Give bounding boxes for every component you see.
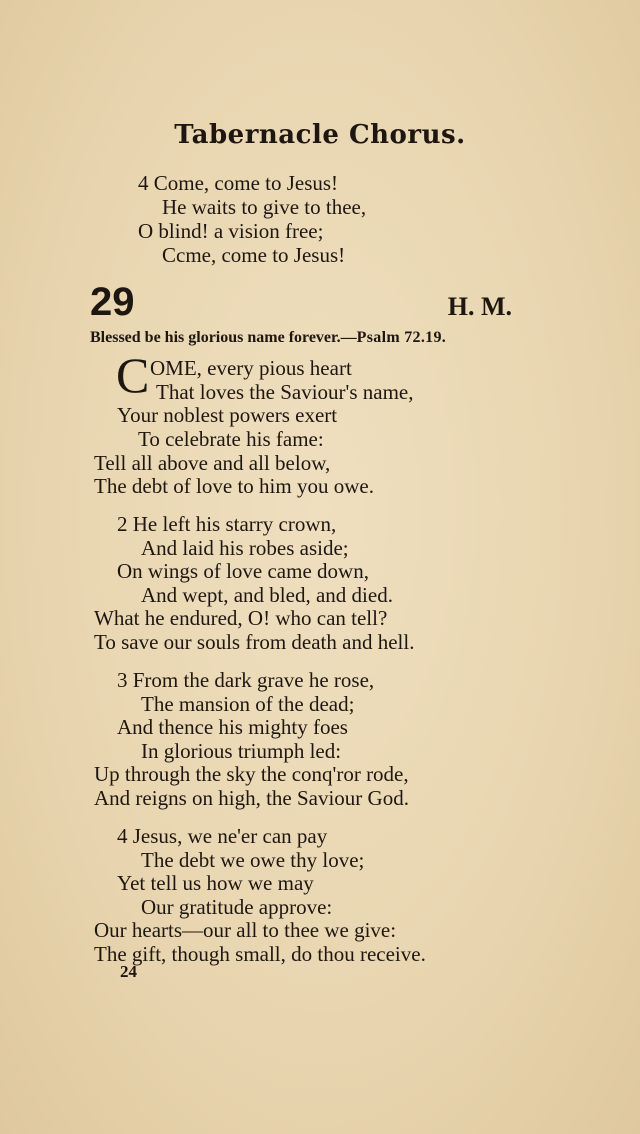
stanza2-line-2: And laid his robes aside; (141, 536, 349, 560)
stanza2-line-4: And wept, and bled, and died. (141, 583, 393, 607)
stanza2-line-5: What he endured, O! who can tell? (94, 606, 388, 630)
page-number: 24 (120, 962, 137, 981)
prev-stanza-line-2: He waits to give to thee, (162, 195, 367, 219)
stanza1-line-4: To celebrate his fame: (138, 427, 324, 451)
hymn-number: 29 (90, 280, 135, 324)
stanza4-line-2: The debt we owe thy love; (141, 848, 365, 872)
stanza1-line-5: Tell all above and all below, (94, 451, 331, 475)
stanza3-line-5: Up through the sky the conq'ror rode, (94, 762, 409, 786)
prev-stanza-line-3: O blind! a vision free; (138, 219, 324, 243)
stanza4-line-6: The gift, though small, do thou receive. (94, 942, 426, 966)
prev-stanza-line-4: Ccme, come to Jesus! (162, 243, 346, 267)
stanza1-line-6: The debt of love to him you owe. (94, 474, 374, 498)
running-header: Tabernacle Chorus. (174, 120, 466, 150)
stanza3-line-4: In glorious triumph led: (141, 739, 342, 763)
drop-cap: C (116, 347, 150, 403)
stanza1-line-3: Your noblest powers exert (117, 403, 338, 427)
stanza4-line-1: 4 Jesus, we ne'er can pay (117, 824, 328, 848)
stanza3-line-6: And reigns on high, the Saviour God. (94, 786, 409, 810)
stanza3-line-1: 3 From the dark grave he rose, (117, 668, 375, 692)
stanza1-line-1: OME, every pious heart (150, 356, 352, 380)
stanza1-line-2: That loves the Saviour's name, (156, 380, 414, 404)
stanza4-line-5: Our hearts—our all to thee we give: (94, 918, 397, 942)
scripture-reference: Psalm 72.19. (356, 329, 447, 346)
stanza2-line-6: To save our souls from death and hell. (94, 630, 415, 654)
stanza2-line-1: 2 He left his starry crown, (117, 512, 337, 536)
stanza4-line-4: Our gratitude approve: (141, 895, 333, 919)
hymn-meter: H. M. (447, 292, 512, 321)
scripture-epigraph (90, 329, 446, 347)
stanza2-line-3: On wings of love came down, (117, 559, 369, 583)
stanza3-line-2: The mansion of the dead; (141, 692, 355, 716)
stanza4-line-3: Yet tell us how we may (117, 871, 314, 895)
scripture-text: Blessed be his glorious name forever.— (90, 329, 357, 346)
prev-stanza-line-1: 4 Come, come to Jesus! (138, 171, 339, 195)
stanza3-line-3: And thence his mighty foes (117, 715, 348, 739)
